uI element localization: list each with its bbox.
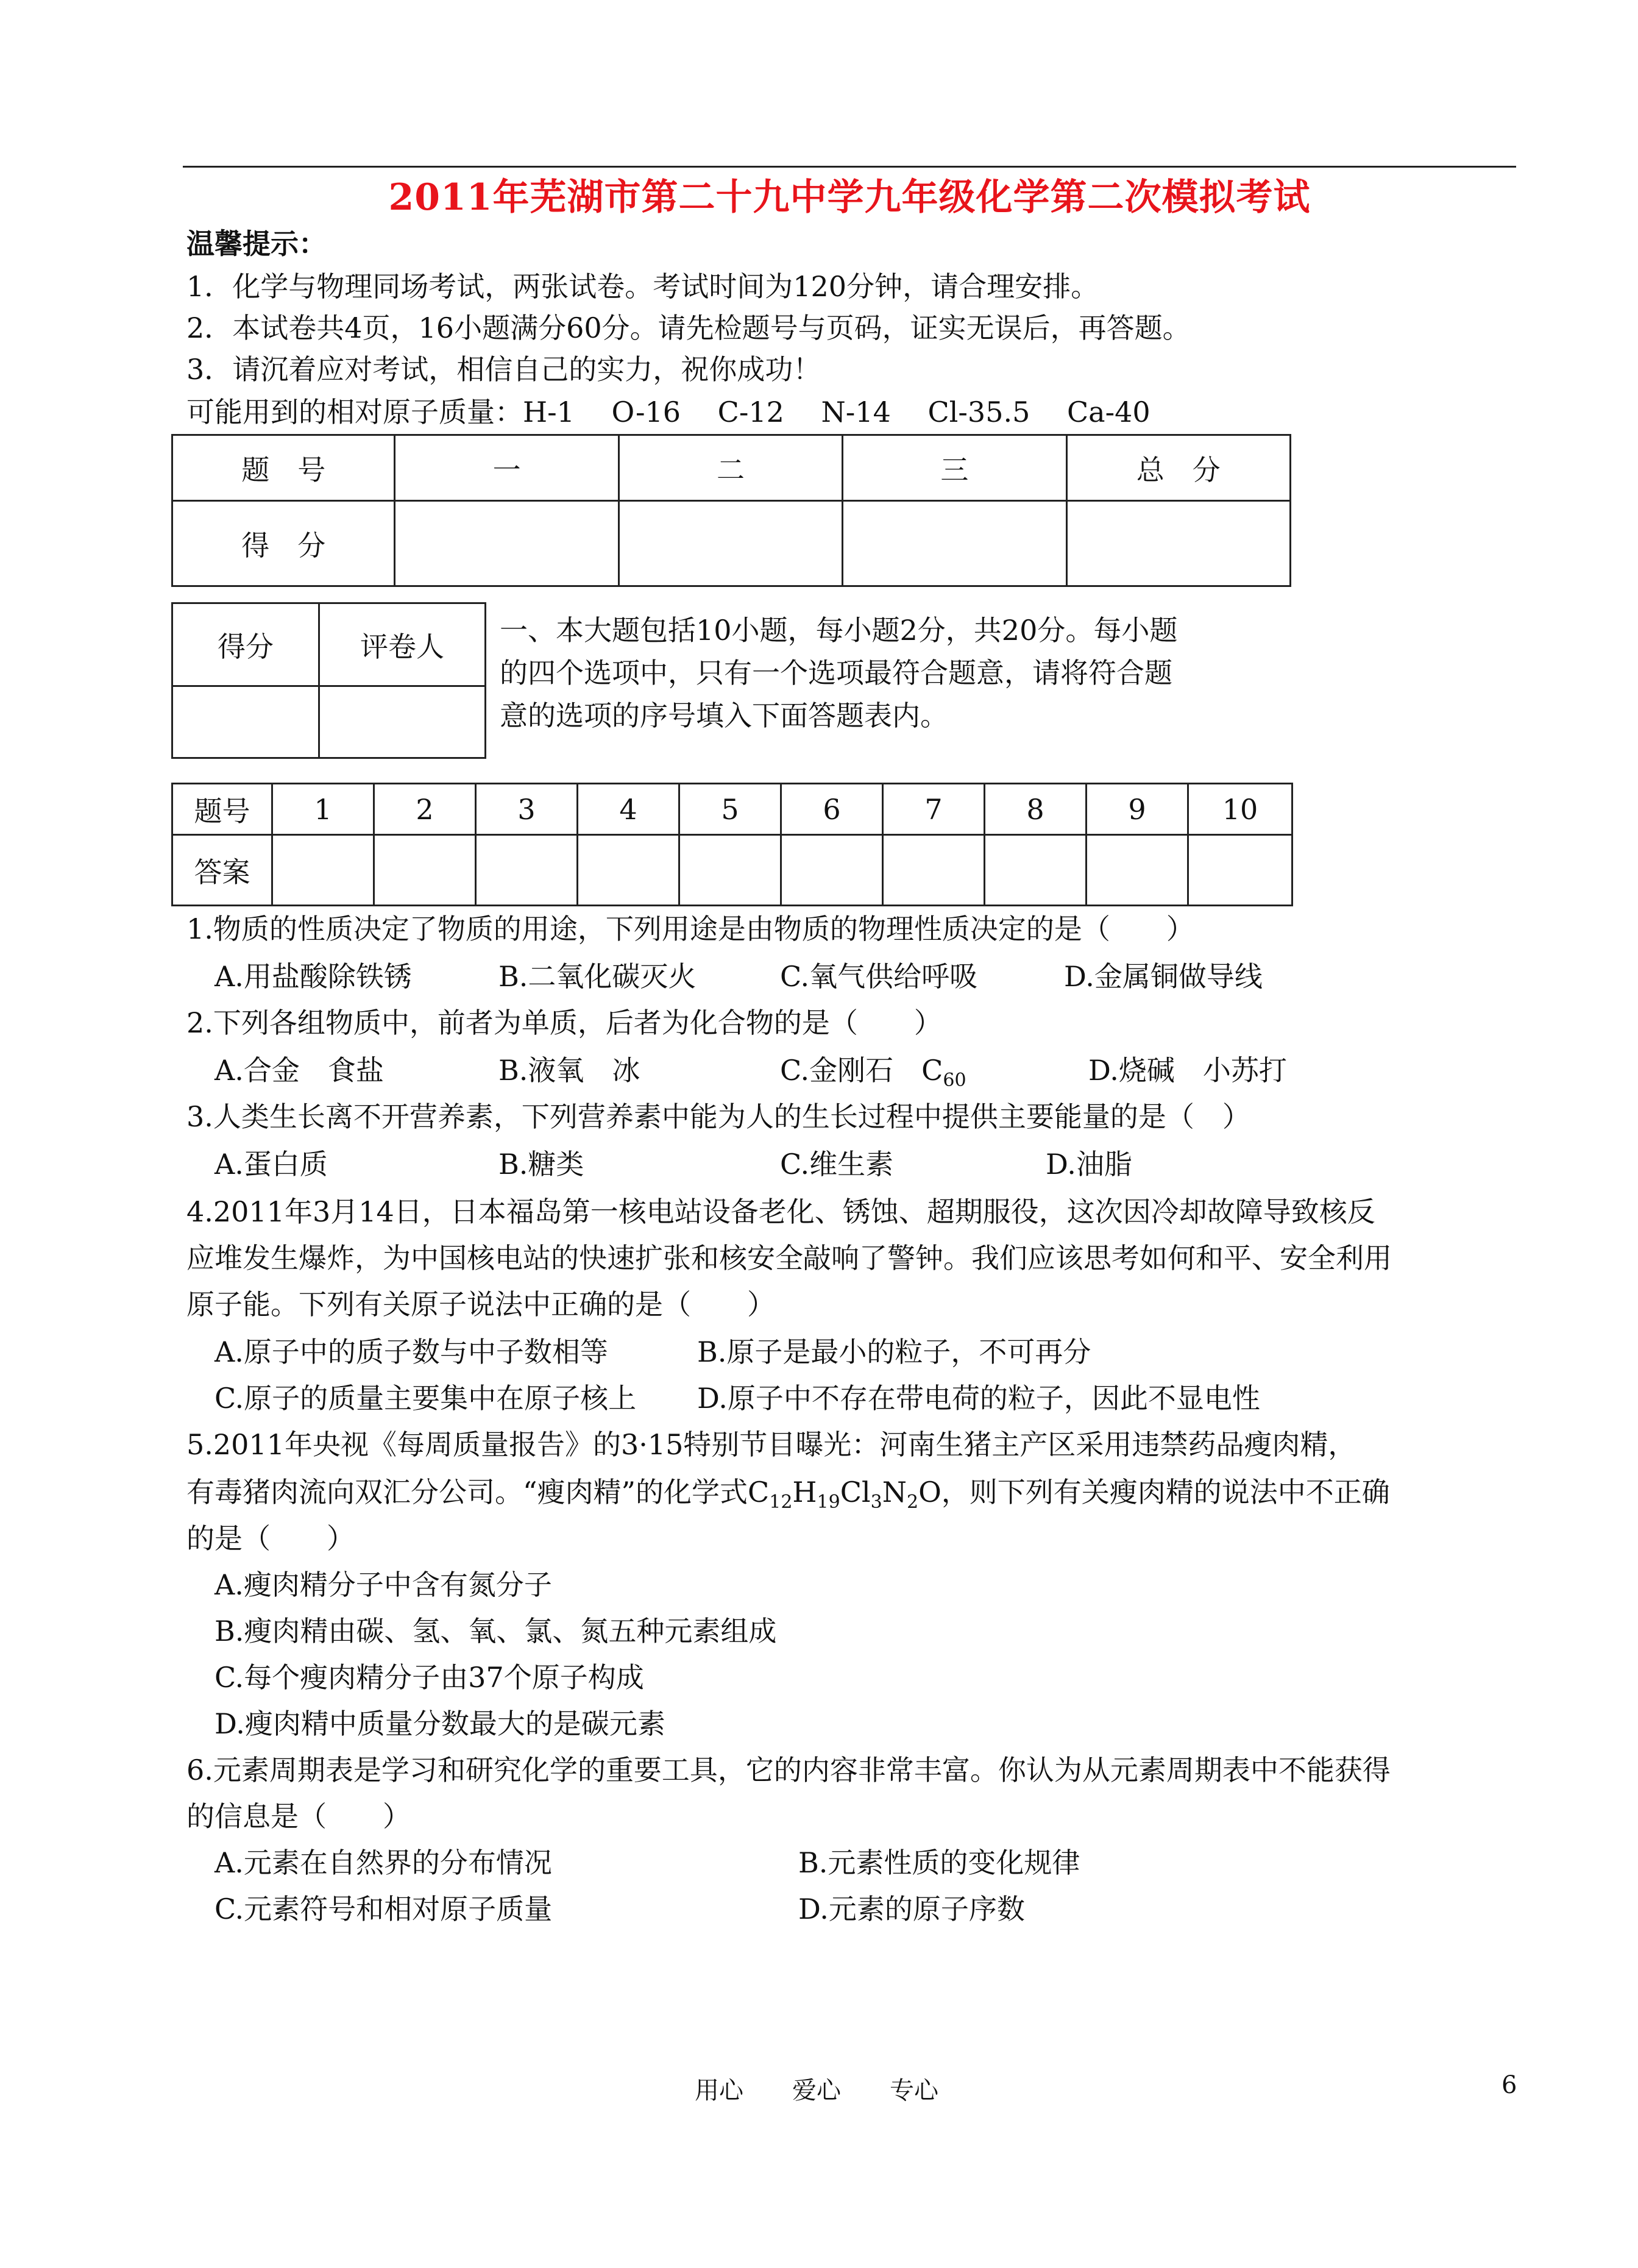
q4-option-b: B.原子是最小的粒子，不可再分 bbox=[697, 1335, 1091, 1368]
score-cell-1 bbox=[395, 501, 619, 586]
q4-option-d: D.原子中不存在带电荷的粒子，因此不显电性 bbox=[697, 1382, 1260, 1415]
score-cell-total bbox=[1066, 501, 1290, 586]
q5-formula-sub-n: 2 bbox=[907, 1491, 919, 1513]
answer-number-10: 10 bbox=[1188, 784, 1292, 835]
answer-cell-7 bbox=[883, 835, 985, 906]
tip-line-1: 1．化学与物理同场考试，两张试卷。考试时间为120分钟，请合理安排。 bbox=[186, 270, 1099, 303]
q6-option-b: B.元素性质的变化规律 bbox=[798, 1846, 1080, 1879]
tip-line-2: 2．本试卷共4页，16小题满分60分。请先检题号与页码，证实无误后，再答题。 bbox=[186, 311, 1191, 344]
atomic-masses: 可能用到的相对原子质量：H-1 O-16 C-12 N-14 Cl-35.5 Ca-40 bbox=[186, 396, 1150, 428]
score-cell-3 bbox=[843, 501, 1066, 586]
score-cell-2 bbox=[619, 501, 842, 586]
score-header-part-1: 一 bbox=[395, 435, 619, 501]
tips-heading: 温馨提示： bbox=[186, 227, 327, 260]
tip-line-3: 3．请沉着应对考试，相信自己的实力，祝你成功！ bbox=[186, 353, 821, 386]
q6-option-a: A.元素在自然界的分布情况 bbox=[214, 1846, 552, 1879]
answer-number-2: 2 bbox=[374, 784, 476, 835]
q3-option-a: A.蛋白质 bbox=[214, 1148, 328, 1181]
q5-stem-line-3: 的是（ ） bbox=[186, 1522, 355, 1555]
q5-formula-sub-h: 19 bbox=[817, 1491, 840, 1513]
q4-option-a: A.原子中的质子数与中子数相等 bbox=[214, 1335, 608, 1368]
answer-cell-8 bbox=[985, 835, 1087, 906]
q2-option-c bbox=[780, 1052, 966, 1099]
q1-option-b: B.二氧化碳灭火 bbox=[498, 960, 697, 993]
section1-intro-line-1: 一、本大题包括10小题，每小题2分，共20分。每小题 bbox=[500, 614, 1178, 647]
answer-cell-9 bbox=[1087, 835, 1188, 906]
q4-stem-line-2: 应堆发生爆炸，为中国核电站的快速扩张和核安全敲响了警钟。我们应该思考如何和平、安全利用 bbox=[186, 1242, 1392, 1274]
q6-option-d: D.元素的原子序数 bbox=[798, 1893, 1025, 1925]
grader-score-label: 得分 bbox=[172, 603, 319, 686]
q3-option-b: B.糖类 bbox=[498, 1148, 584, 1181]
q5-formula-h: H bbox=[792, 1476, 817, 1509]
answer-number-1: 1 bbox=[272, 784, 374, 835]
section1-intro-line-2: 的四个选项中，只有一个选项最符合题意，请将符合题 bbox=[500, 656, 1172, 689]
answer-cell-3 bbox=[476, 835, 578, 906]
score-header-part-2: 二 bbox=[619, 435, 842, 501]
q5-option-a: A.瘦肉精分子中含有氮分子 bbox=[214, 1568, 552, 1601]
score-table bbox=[171, 434, 1291, 587]
q4-stem-line-1: 4.2011年3月14日，日本福岛第一核电站设备老化、锈蚀、超期服役，这次因冷却故障导致核反 bbox=[186, 1195, 1375, 1228]
section1-intro-line-3: 意的选项的序号填入下面答题表内。 bbox=[500, 699, 948, 732]
q2-option-a: A.合金 食盐 bbox=[214, 1054, 384, 1087]
page-number: 6 bbox=[1502, 2071, 1517, 2099]
q3-stem: 3.人类生长离不开营养素，下列营养素中能为人的生长过程中提供主要能量的是（ ） bbox=[186, 1100, 1250, 1133]
grader-name-cell bbox=[319, 686, 486, 758]
q3-option-d: D.油脂 bbox=[1046, 1148, 1132, 1181]
answer-number-8: 8 bbox=[985, 784, 1087, 835]
answer-cell-1 bbox=[272, 835, 374, 906]
q6-option-c: C.元素符号和相对原子质量 bbox=[214, 1893, 553, 1925]
answer-cell-10 bbox=[1188, 835, 1292, 906]
footer-motto: 用心 爱心 专心 bbox=[695, 2077, 938, 2105]
q5-stem-text: 有毒猪肉流向双汇分公司。“瘦肉精”的化学式C bbox=[186, 1476, 770, 1509]
grader-score-cell bbox=[172, 686, 319, 758]
q4-option-c: C.原子的质量主要集中在原子核上 bbox=[214, 1382, 637, 1415]
q5-option-d: D.瘦肉精中质量分数最大的是碳元素 bbox=[214, 1707, 665, 1740]
header-rule bbox=[183, 166, 1516, 168]
exam-title: 2011年芜湖市第二十九中学九年级化学第二次模拟考试 bbox=[388, 176, 1311, 219]
q5-stem-text-end: O，则下列有关瘦肉精的说法中不正确 bbox=[918, 1476, 1390, 1509]
q5-stem-line-2 bbox=[186, 1474, 1390, 1521]
q1-option-d: D.金属铜做导线 bbox=[1064, 960, 1263, 993]
q5-formula-cl: Cl bbox=[840, 1476, 871, 1509]
q2-option-c-text: C.金刚石 C bbox=[780, 1054, 943, 1087]
answer-cell-6 bbox=[781, 835, 883, 906]
answer-cell-5 bbox=[679, 835, 781, 906]
answer-row-label-number: 题号 bbox=[172, 784, 272, 835]
q5-option-c: C.每个瘦肉精分子由37个原子构成 bbox=[214, 1661, 644, 1694]
answer-number-5: 5 bbox=[679, 784, 781, 835]
q1-stem: 1.物质的性质决定了物质的用途，下列用途是由物质的物理性质决定的是（ ） bbox=[186, 912, 1194, 945]
answer-number-3: 3 bbox=[476, 784, 578, 835]
answer-cell-2 bbox=[374, 835, 476, 906]
answer-table bbox=[171, 783, 1293, 906]
answer-row-label-answer: 答案 bbox=[172, 835, 272, 906]
answer-number-4: 4 bbox=[578, 784, 679, 835]
score-header-number: 题 号 bbox=[172, 435, 395, 501]
q6-stem-line-2: 的信息是（ ） bbox=[186, 1800, 411, 1833]
score-row-label: 得 分 bbox=[172, 501, 395, 586]
q5-stem-line-1: 5.2011年央视《每周质量报告》的3·15特别节目曝光：河南生猪主产区采用违禁药品瘦肉精， bbox=[186, 1428, 1356, 1461]
q2-option-d: D.烧碱 小苏打 bbox=[1088, 1054, 1287, 1087]
answer-number-9: 9 bbox=[1087, 784, 1188, 835]
answer-number-7: 7 bbox=[883, 784, 985, 835]
q2-option-c-subscript: 60 bbox=[943, 1070, 966, 1092]
q2-option-b: B.液氧 冰 bbox=[498, 1054, 640, 1087]
q5-option-b: B.瘦肉精由碳、氢、氧、氯、氮五种元素组成 bbox=[214, 1615, 777, 1648]
score-header-total: 总 分 bbox=[1066, 435, 1290, 501]
q5-formula-n: N bbox=[882, 1476, 907, 1509]
q5-formula-sub-c: 12 bbox=[769, 1491, 793, 1513]
answer-number-6: 6 bbox=[781, 784, 883, 835]
q1-option-c: C.氧气供给呼吸 bbox=[780, 960, 978, 993]
q3-option-c: C.维生素 bbox=[780, 1148, 894, 1181]
q6-stem-line-1: 6.元素周期表是学习和研究化学的重要工具，它的内容非常丰富。你认为从元素周期表中不能获得 bbox=[186, 1754, 1391, 1786]
grader-name-label: 评卷人 bbox=[319, 603, 486, 686]
answer-cell-4 bbox=[578, 835, 679, 906]
q4-stem-line-3: 原子能。下列有关原子说法中正确的是（ ） bbox=[186, 1288, 775, 1321]
q5-formula-sub-cl: 3 bbox=[870, 1491, 882, 1513]
grader-table bbox=[171, 602, 486, 759]
q2-stem: 2.下列各组物质中，前者为单质，后者为化合物的是（ ） bbox=[186, 1006, 942, 1039]
q1-option-a: A.用盐酸除铁锈 bbox=[214, 960, 412, 993]
score-header-part-3: 三 bbox=[843, 435, 1066, 501]
